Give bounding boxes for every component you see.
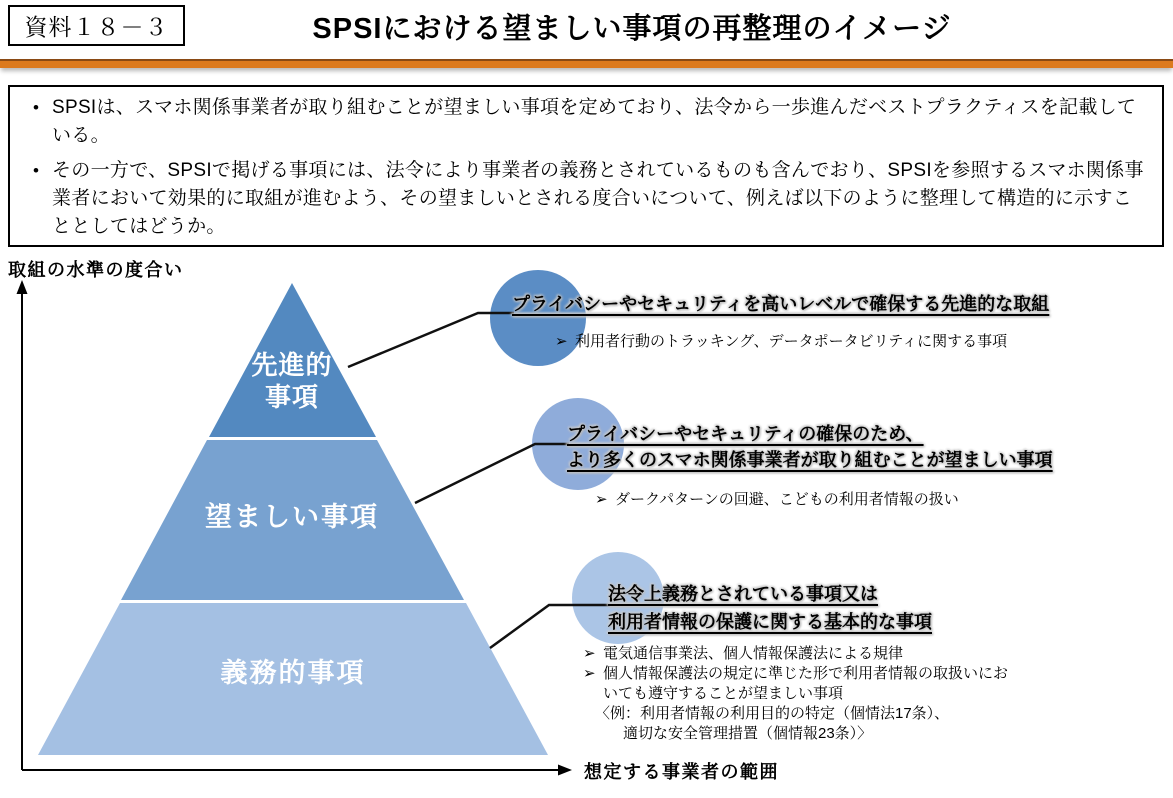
callout-heading [567,447,1053,473]
callout-note-line2: 適切な安全管理措置（個情報23条）〉 [623,725,873,742]
document-number: 資料１８－３ [24,14,169,40]
bullet-icon: • [33,161,39,180]
callout-heading [567,421,1053,447]
callout-note-line1: 〈例：利用者情報の利用目的の特定（個情法17条）、 [595,705,950,722]
summary-box [8,85,1164,247]
callout-item [583,644,1021,664]
callout-item [583,664,1021,704]
callout-heading-line: 利用者情報の保護に関する基本的な事項 [608,612,932,632]
callout-mandatory [583,580,1021,744]
callout-item-text: ダークパターンの回避、こどもの利用者情報の扱い [615,491,959,508]
arrowhead-icon: ➢ [555,333,568,350]
callout-heading-line: プライバシーやセキュリティを高いレベルで確保する先進的な取組 [512,294,1050,314]
callout-items [583,644,1021,744]
pyramid-label-mandatory: 義務的事項 [220,658,366,688]
summary-text-2: その一方で、SPSIで掲げる事項には、法令により事業者の義務とされているものも含んでおり、SPSIを参照するスマホ関係事業者において効果的に取組が進むよう、その望ましいとされる度合いについて、例えば以下のように整理して構造的に示すこととしてはどうか。 [52,160,1144,237]
callout-heading [512,291,1049,317]
callout-heading [608,580,1021,608]
pyramid-label-desirable: 望ましい事項 [205,502,379,532]
title-accent-bar [0,59,1173,68]
y-axis-label: 取組の水準の度合い [8,260,184,280]
callout-desirable [567,421,1053,510]
pyramid-label-advanced-line2: 事項 [264,382,320,412]
x-axis-label: 想定する事業者の範囲 [584,762,779,782]
arrowhead-icon: ➢ [595,491,608,508]
callout-advanced [512,291,1049,352]
arrowhead-icon: ➢ [583,645,596,662]
x-axis-arrow-icon [558,765,572,776]
summary-text-1: SPSIは、スマホ関係事業者が取り組むことが望ましい事項を定めており、法令から一歩進んだベストプラクティスを記載している。 [52,97,1137,146]
pyramid-label-advanced-line1: 先進的 [251,350,333,380]
callout-item-text: 利用者行動のトラッキング、データポータビリティに関する事項 [575,333,1008,350]
summary-bullet-2 [20,157,1150,241]
callout-item-text: 個人情報保護法の規定に準じた形で利用者情報の取扱いにおいても遵守することが望ましい事項 [603,665,1009,702]
callout-heading [608,608,1021,636]
document-number-box [8,5,185,46]
pyramid-diagram [0,253,1173,798]
callout-item [555,332,1049,352]
bullet-icon: • [33,98,39,117]
connector-line-1 [348,313,514,367]
callout-heading-line: プライバシーやセキュリティの確保のため、 [567,424,924,444]
summary-bullet-1 [20,94,1150,150]
callout-heading-line: より多くのスマホ関係事業者が取り組むことが望ましい事項 [567,450,1053,470]
callout-item-text: 電気通信事業法、個人情報保護法による規律 [603,645,904,662]
y-axis-arrow-icon [17,280,28,294]
callout-item [595,490,1053,510]
arrowhead-icon: ➢ [583,665,596,682]
page-title: SPSIにおける望ましい事項の再整理のイメージ [312,13,952,45]
callout-heading-line: 法令上義務とされている事項又は [608,584,878,604]
